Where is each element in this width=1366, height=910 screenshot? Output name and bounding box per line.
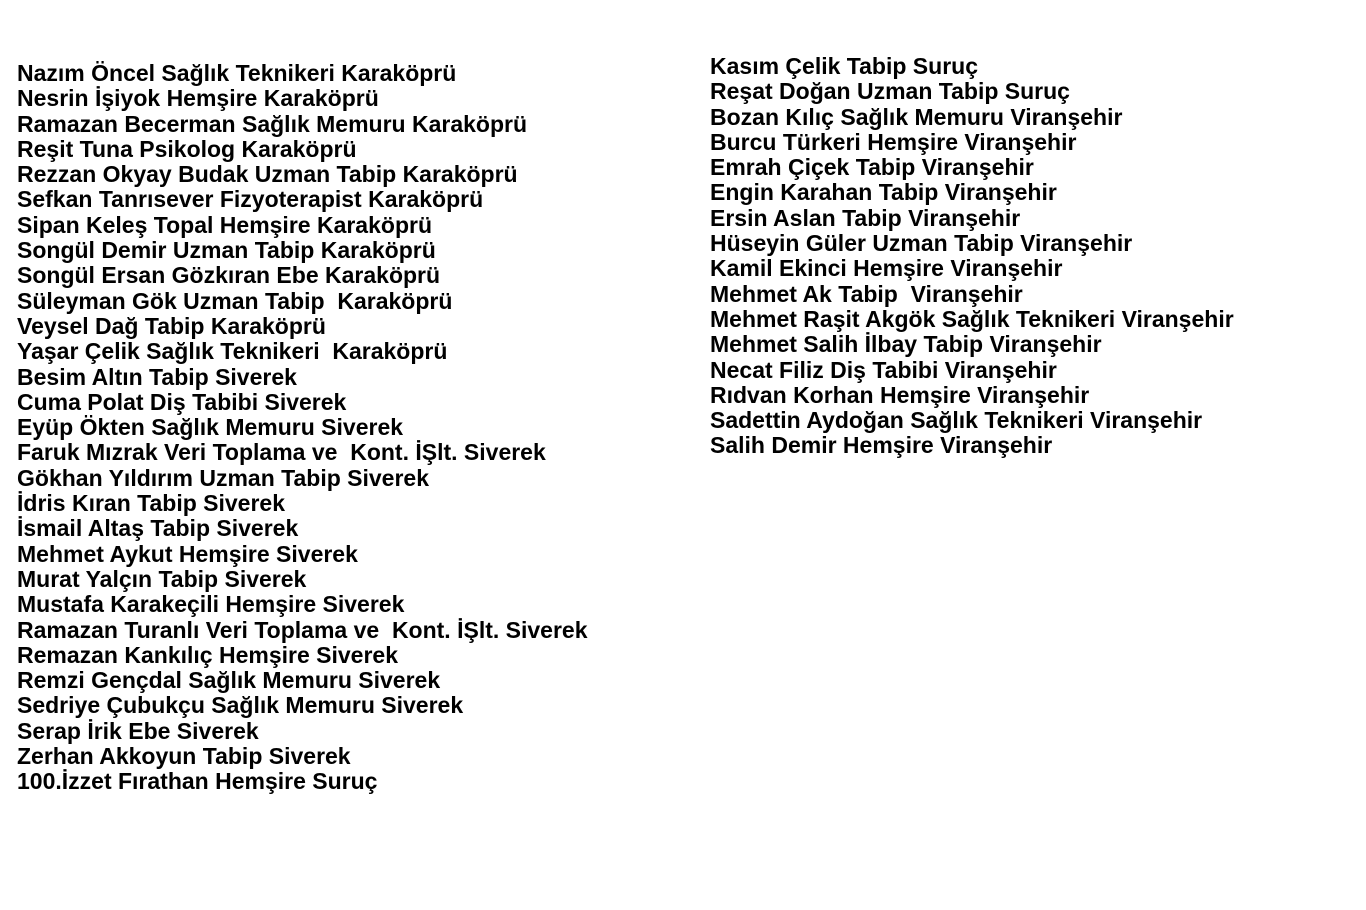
staff-entry: Reşat Doğan Uzman Tabip Suruç <box>710 78 1070 105</box>
staff-entry: Kamil Ekinci Hemşire Viranşehir <box>710 255 1063 282</box>
staff-entry: Kasım Çelik Tabip Suruç <box>710 53 978 79</box>
staff-entry: Hüseyin Güler Uzman Tabip Viranşehir <box>710 230 1133 257</box>
staff-list-right-column <box>710 54 1350 459</box>
staff-entry: Remzi Gençdal Sağlık Memuru Siverek <box>17 667 441 694</box>
staff-entry: Mehmet Ak Tabip Viranşehir <box>710 280 1023 307</box>
staff-entry: Songül Ersan Gözkıran Ebe Karaköprü <box>17 262 441 289</box>
staff-entry: Mehmet Raşit Akgök Sağlık Teknikeri Viranşehir <box>710 305 1234 332</box>
staff-entry: Eyüp Ökten Sağlık Memuru Siverek <box>17 414 404 441</box>
staff-entry: Nesrin İşiyok Hemşire Karaköprü <box>17 85 379 112</box>
staff-entry: Remazan Kankılıç Hemşire Siverek <box>17 641 398 668</box>
staff-entry: Necat Filiz Diş Tabibi Viranşehir <box>710 356 1057 383</box>
staff-entry: Ramazan Turanlı Veri Toplama ve Kont. İŞlt. Siverek <box>17 616 588 643</box>
staff-entry: Gökhan Yıldırım Uzman Tabip Siverek <box>17 464 429 491</box>
staff-entry: Songül Demir Uzman Tabip Karaköprü <box>17 237 436 264</box>
staff-entry: Cuma Polat Diş Tabibi Siverek <box>17 388 347 415</box>
staff-entry: Mehmet Salih İlbay Tabip Viranşehir <box>710 331 1102 358</box>
staff-entry: 100.İzzet Fırathan Hemşire Suruç <box>17 768 378 795</box>
staff-entry: Bozan Kılıç Sağlık Memuru Viranşehir <box>710 103 1123 130</box>
staff-entry: Sipan Keleş Topal Hemşire Karaköprü <box>17 211 432 238</box>
staff-entry: Nazım Öncel Sağlık Teknikeri Karaköprü <box>17 60 457 86</box>
staff-entry: Veysel Dağ Tabip Karaköprü <box>17 312 326 339</box>
staff-entry: Sadettin Aydoğan Sağlık Teknikeri Viranşehir <box>710 407 1203 434</box>
staff-entry: Salih Demir Hemşire Viranşehir <box>710 432 1053 459</box>
staff-list-left-column <box>17 61 697 795</box>
staff-entry: Mehmet Aykut Hemşire Siverek <box>17 540 358 567</box>
staff-entry: Mustafa Karakeçili Hemşire Siverek <box>17 591 405 618</box>
staff-entry: Ersin Aslan Tabip Viranşehir <box>710 204 1021 231</box>
staff-entry: Sefkan Tanrısever Fizyoterapist Karaköprü <box>17 186 484 213</box>
staff-entry: Rıdvan Korhan Hemşire Viranşehir <box>710 381 1090 408</box>
staff-entry: Faruk Mızrak Veri Toplama ve Kont. İŞlt. Siverek <box>17 439 546 466</box>
staff-entry: Yaşar Çelik Sağlık Teknikeri Karaköprü <box>17 338 448 365</box>
staff-entry: İsmail Altaş Tabip Siverek <box>17 515 299 542</box>
staff-entry: Zerhan Akkoyun Tabip Siverek <box>17 743 351 770</box>
staff-entry: Besim Altın Tabip Siverek <box>17 363 297 390</box>
staff-entry: Engin Karahan Tabip Viranşehir <box>710 179 1057 206</box>
staff-entry: Sedriye Çubukçu Sağlık Memuru Siverek <box>17 692 464 719</box>
staff-entry: Serap İrik Ebe Siverek <box>17 717 259 744</box>
staff-entry: Reşit Tuna Psikolog Karaköprü <box>17 135 357 162</box>
staff-entry: Ramazan Becerman Sağlık Memuru Karaköprü <box>17 110 528 137</box>
staff-entry: Burcu Türkeri Hemşire Viranşehir <box>710 128 1077 155</box>
staff-entry: İdris Kıran Tabip Siverek <box>17 490 286 517</box>
staff-entry: Süleyman Gök Uzman Tabip Karaköprü <box>17 287 453 314</box>
staff-entry: Rezzan Okyay Budak Uzman Tabip Karaköprü <box>17 161 518 188</box>
staff-entry: Murat Yalçın Tabip Siverek <box>17 565 307 592</box>
staff-entry: Emrah Çiçek Tabip Viranşehir <box>710 154 1034 181</box>
